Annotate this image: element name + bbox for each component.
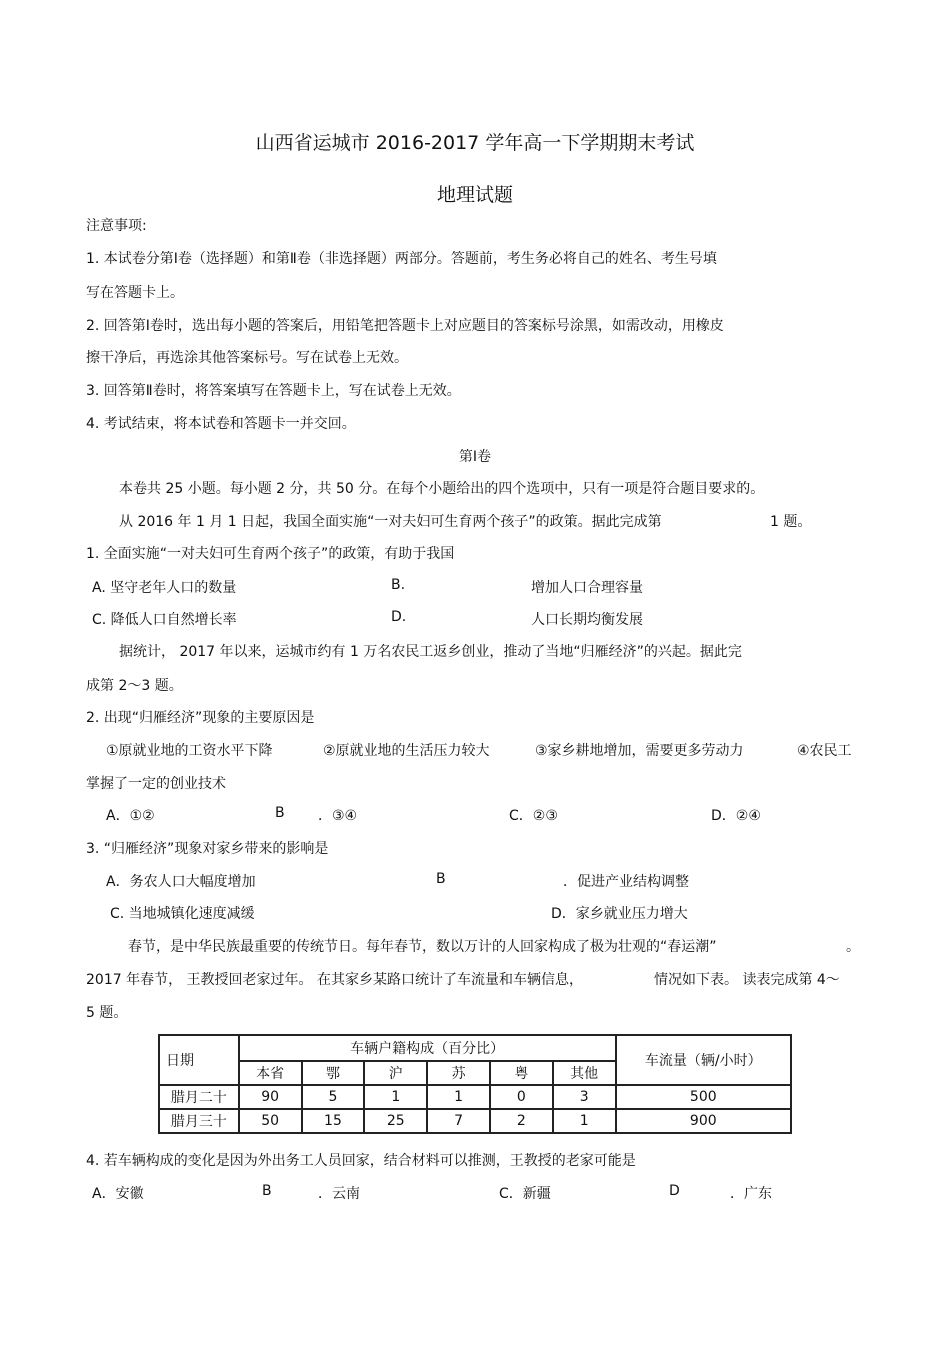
table-row bbox=[159, 1085, 791, 1109]
table-cell-flow: 500 bbox=[616, 1085, 791, 1109]
question-1-option-a: A. 坚守老年人口的数量 bbox=[92, 580, 237, 596]
table-cell: 7 bbox=[427, 1109, 490, 1133]
notice-item-2-line-2: 擦干净后，再选涂其他答案标号。写在试卷上无效。 bbox=[86, 350, 408, 366]
table-cell: 1 bbox=[364, 1085, 427, 1109]
notice-item-2-line-1: 2. 回答第Ⅰ卷时，选出每小题的答案后，用铅笔把答题卡上对应题目的答案标号涂黑，如需改动，用橡皮 bbox=[86, 318, 724, 334]
table-cell: 50 bbox=[239, 1109, 302, 1133]
table-cell: 1 bbox=[427, 1085, 490, 1109]
question-4-option-c: C．新疆 bbox=[499, 1186, 551, 1202]
context-1: 从 2016 年 1 月 1 日起，我国全面实施“一对夫妇可生育两个孩子”的政策。据此完成第 bbox=[119, 514, 662, 530]
question-3-option-d: D．家乡就业压力增大 bbox=[551, 906, 688, 922]
question-2-option-b: ．③④ bbox=[318, 808, 358, 824]
table-cell-date: 腊月三十 bbox=[159, 1109, 239, 1133]
question-2-option-b-letter: B bbox=[275, 805, 285, 821]
question-2-statement-3: ③家乡耕地增加，需要更多劳动力 bbox=[535, 743, 744, 759]
question-1-option-d: 人口长期均衡发展 bbox=[531, 612, 643, 628]
table-cell: 25 bbox=[364, 1109, 427, 1133]
context-2-line-1: 据统计， 2017 年以来，运城市约有 1 万名农民工返乡创业，推动了当地“归雁经济”的兴起。据此完 bbox=[119, 644, 742, 660]
question-1-stem: 1. 全面实施“一对夫妇可生育两个孩子”的政策，有助于我国 bbox=[86, 546, 455, 562]
page-subtitle: 地理试题 bbox=[436, 184, 513, 206]
table-subheader: 粤 bbox=[490, 1061, 553, 1085]
question-4-option-b: ．云南 bbox=[318, 1186, 360, 1202]
table-row bbox=[159, 1109, 791, 1133]
question-4-option-d-letter: D bbox=[669, 1183, 680, 1199]
table-header-composition: 车辆户籍构成（百分比） bbox=[239, 1035, 616, 1061]
question-1-option-d-letter: D. bbox=[391, 609, 407, 625]
question-1-option-c: C. 降低人口自然增长率 bbox=[92, 612, 237, 628]
question-4-option-d: ．广东 bbox=[730, 1186, 772, 1202]
context-3-line-1-tail: 。 bbox=[846, 939, 860, 955]
question-3-option-b: ．促进产业结构调整 bbox=[563, 874, 689, 890]
table-subheader: 沪 bbox=[364, 1061, 427, 1085]
table-cell: 90 bbox=[239, 1085, 302, 1109]
question-2-statement-2: ②原就业地的生活压力较大 bbox=[323, 743, 490, 759]
question-2-stem: 2. 出现“归雁经济”现象的主要原因是 bbox=[86, 710, 315, 726]
question-1-option-b: 增加人口合理容量 bbox=[531, 580, 643, 596]
table-cell-flow: 900 bbox=[616, 1109, 791, 1133]
table-cell-date: 腊月二十 bbox=[159, 1085, 239, 1109]
notice-item-1-line-1: 1. 本试卷分第Ⅰ卷（选择题）和第Ⅱ卷（非选择题）两部分。答题前，考生务必将自己的姓名、考生号填 bbox=[86, 251, 717, 267]
question-3-stem: 3. “归雁经济”现象对家乡带来的影响是 bbox=[86, 841, 329, 857]
question-4-option-a: A．安徽 bbox=[92, 1186, 144, 1202]
question-4-option-b-letter: B bbox=[262, 1183, 272, 1199]
notice-item-4: 4. 考试结束，将本试卷和答题卡一并交回。 bbox=[86, 416, 356, 432]
page-title: 山西省运城市 2016-2017 学年高一下学期期末考试 bbox=[255, 132, 695, 154]
notice-item-1-line-2: 写在答题卡上。 bbox=[86, 285, 184, 301]
table-cell: 15 bbox=[302, 1109, 365, 1133]
question-2-option-d: D．②④ bbox=[711, 808, 761, 824]
context-1-tail: 1 题。 bbox=[770, 514, 812, 530]
question-2-option-a: A．①② bbox=[106, 808, 155, 824]
context-3-line-3: 5 题。 bbox=[86, 1005, 128, 1021]
table-subheader: 其他 bbox=[553, 1061, 616, 1085]
table-cell: 1 bbox=[553, 1109, 616, 1133]
question-3-option-b-letter: B bbox=[436, 871, 446, 887]
question-1-option-b-letter: B. bbox=[391, 577, 406, 593]
question-2-statement-4-cont: 掌握了一定的创业技术 bbox=[86, 776, 226, 792]
context-3-line-1: 春节，是中华民族最重要的传统节日。每年春节，数以万计的人回家构成了极为壮观的“春运潮” bbox=[128, 939, 717, 955]
table-subheader: 鄂 bbox=[302, 1061, 365, 1085]
notice-heading: 注意事项: bbox=[86, 218, 147, 234]
vehicle-table bbox=[158, 1034, 792, 1134]
table-subheader: 苏 bbox=[427, 1061, 490, 1085]
table-header-flow: 车流量（辆/小时） bbox=[616, 1035, 791, 1085]
context-3-line-2-a: 2017 年春节， 王教授回老家过年。 在其家乡某路口统计了车流量和车辆信息， bbox=[86, 972, 583, 988]
question-2-option-c: C．②③ bbox=[509, 808, 558, 824]
table-cell: 2 bbox=[490, 1109, 553, 1133]
table-cell: 5 bbox=[302, 1085, 365, 1109]
notice-item-3: 3. 回答第Ⅱ卷时，将答案填写在答题卡上，写在试卷上无效。 bbox=[86, 383, 461, 399]
question-3-option-a: A．务农人口大幅度增加 bbox=[106, 874, 256, 890]
table-subheader: 本省 bbox=[239, 1061, 302, 1085]
table-cell: 3 bbox=[553, 1085, 616, 1109]
question-2-statement-4: ④农民工 bbox=[797, 743, 852, 759]
part1-intro: 本卷共 25 小题。每小题 2 分，共 50 分。在每个小题给出的四个选项中，只有一项是符合题目要求的。 bbox=[119, 481, 765, 497]
question-4-stem: 4. 若车辆构成的变化是因为外出务工人员回家，结合材料可以推测，王教授的老家可能是 bbox=[86, 1153, 636, 1169]
context-2-line-2: 成第 2～3 题。 bbox=[86, 678, 183, 694]
table-cell: 0 bbox=[490, 1085, 553, 1109]
table-header-date: 日期 bbox=[159, 1035, 239, 1085]
question-2-statement-1: ①原就业地的工资水平下降 bbox=[106, 743, 273, 759]
part1-heading: 第Ⅰ卷 bbox=[458, 449, 492, 465]
context-3-line-2-b: 情况如下表。 读表完成第 4～ bbox=[654, 972, 840, 988]
question-3-option-c: C. 当地城镇化速度减缓 bbox=[110, 906, 255, 922]
